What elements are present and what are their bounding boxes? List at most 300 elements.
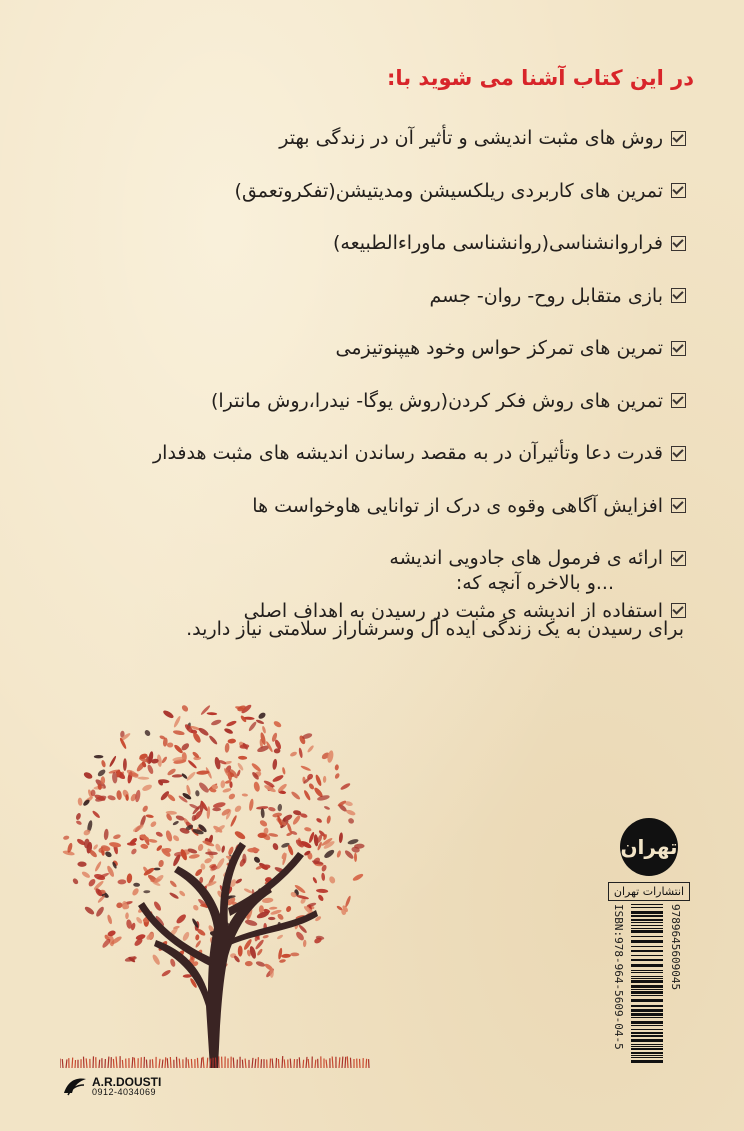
barcode-bar bbox=[631, 1017, 663, 1018]
barcode-bar bbox=[631, 1060, 663, 1063]
leaf bbox=[197, 726, 209, 737]
grass-blade bbox=[245, 1059, 246, 1068]
barcode-bar bbox=[631, 911, 663, 914]
leaf bbox=[141, 783, 153, 792]
barcode-bar bbox=[631, 1032, 663, 1034]
leaf bbox=[195, 934, 200, 940]
feature-list bbox=[46, 112, 686, 637]
leaf bbox=[290, 790, 301, 800]
grass-blade bbox=[188, 1059, 189, 1068]
grass-blade bbox=[165, 1057, 166, 1068]
leaf bbox=[281, 954, 291, 959]
leaf bbox=[303, 940, 307, 948]
barcode-bar bbox=[631, 1046, 663, 1047]
leaf bbox=[153, 868, 160, 871]
barcode-bar bbox=[631, 1029, 663, 1030]
grass-blade bbox=[62, 1059, 63, 1068]
leaf bbox=[262, 934, 269, 939]
grass-blade bbox=[132, 1057, 133, 1068]
barcode-bar bbox=[631, 922, 663, 923]
barcode-bar bbox=[631, 1021, 663, 1024]
grass-blade bbox=[242, 1060, 243, 1068]
grass-blade bbox=[210, 1059, 211, 1068]
leaf bbox=[106, 914, 112, 924]
grass-blade bbox=[308, 1059, 309, 1068]
leaf bbox=[315, 817, 322, 824]
leaf bbox=[308, 782, 315, 790]
list-item-text: تمرین های روش فکر کردن(روش یوگا- نیدرا،روش مانترا) bbox=[210, 389, 663, 412]
barcode-bar bbox=[631, 1039, 663, 1042]
leaf bbox=[195, 940, 202, 949]
barcode-bar bbox=[631, 1052, 663, 1054]
grass-blade bbox=[303, 1060, 304, 1068]
grass-blade bbox=[134, 1058, 135, 1068]
leaf bbox=[169, 958, 176, 967]
leaf bbox=[210, 719, 222, 727]
barcode-bar bbox=[631, 970, 663, 971]
leaf bbox=[285, 905, 292, 913]
leaf bbox=[109, 755, 117, 767]
barcode-bar bbox=[631, 972, 663, 973]
leaf bbox=[272, 842, 280, 851]
closing-line: برای رسیدن به یک زندگی ایده آل وسرشاراز سلامتی نیاز دارید. bbox=[186, 618, 684, 640]
leaf bbox=[268, 806, 276, 812]
leaf bbox=[87, 878, 96, 888]
leaf bbox=[133, 883, 140, 887]
tree-illustration bbox=[60, 696, 370, 1072]
barcode-bar bbox=[631, 936, 663, 937]
barcode-bar bbox=[631, 980, 663, 983]
leaf bbox=[172, 834, 180, 842]
leaf bbox=[94, 755, 104, 758]
leaf bbox=[220, 780, 225, 788]
list-item-text: استفاده از اندیشه ی مثبت در رسیدن به اهداف اصلی bbox=[243, 599, 663, 622]
leaf bbox=[277, 804, 282, 812]
leaf bbox=[175, 913, 187, 925]
list-item bbox=[46, 480, 686, 533]
barcode-bar bbox=[631, 999, 663, 1002]
leaf bbox=[328, 875, 336, 884]
leaf bbox=[143, 890, 150, 893]
list-item-text: ارائه ی فرمول های جادویی اندیشه bbox=[389, 547, 663, 570]
leaf bbox=[172, 774, 183, 778]
leaf bbox=[227, 738, 236, 744]
grass-blade bbox=[299, 1057, 300, 1068]
leaf bbox=[131, 887, 140, 897]
leaf bbox=[186, 771, 197, 782]
leaf bbox=[135, 916, 143, 925]
leaf bbox=[207, 712, 218, 715]
list-item bbox=[46, 112, 686, 165]
leaf bbox=[243, 888, 252, 894]
barcode-bar bbox=[631, 989, 663, 990]
leaf bbox=[181, 704, 190, 713]
list-item bbox=[46, 375, 686, 428]
barcode-bar bbox=[631, 915, 663, 917]
grass-blade bbox=[290, 1059, 291, 1068]
leaf bbox=[237, 762, 245, 771]
leaf bbox=[303, 789, 312, 801]
leaf bbox=[197, 843, 204, 851]
checkbox-icon bbox=[671, 446, 686, 461]
leaf bbox=[248, 798, 254, 811]
leaf bbox=[63, 835, 70, 840]
leaf bbox=[103, 829, 109, 841]
leaf bbox=[153, 900, 163, 912]
barcode-bar bbox=[631, 928, 663, 929]
leaf bbox=[321, 873, 325, 882]
barcode-bar bbox=[631, 950, 663, 952]
leaf bbox=[109, 841, 122, 848]
grass-blade bbox=[122, 1060, 123, 1068]
checkbox-icon bbox=[671, 498, 686, 513]
leaf bbox=[72, 877, 80, 885]
leaf bbox=[344, 895, 351, 907]
grass-blade bbox=[167, 1058, 168, 1068]
leaf bbox=[197, 781, 210, 794]
leaf bbox=[223, 727, 233, 735]
leaf bbox=[83, 771, 94, 780]
leaf bbox=[75, 812, 82, 820]
leaf bbox=[167, 742, 174, 747]
grass-blade bbox=[215, 1058, 216, 1068]
leaf bbox=[169, 880, 178, 889]
barcode-bar bbox=[631, 959, 663, 961]
leaf bbox=[307, 745, 315, 754]
grass-blade bbox=[278, 1059, 279, 1068]
leaf bbox=[251, 762, 262, 773]
leaf bbox=[276, 934, 283, 940]
barcode-bar bbox=[631, 1013, 663, 1016]
grass-blade bbox=[366, 1059, 367, 1068]
publisher-block bbox=[608, 818, 690, 901]
leaf bbox=[334, 772, 340, 779]
leaf bbox=[256, 948, 263, 956]
leaf bbox=[282, 767, 286, 775]
designer-logo-icon bbox=[62, 1075, 88, 1097]
leaf bbox=[234, 830, 247, 841]
barcode-bar bbox=[631, 1009, 663, 1012]
grass-blade bbox=[255, 1059, 256, 1068]
barcode-bar bbox=[631, 985, 663, 988]
leaf bbox=[175, 815, 185, 822]
grass-blade bbox=[197, 1058, 198, 1068]
isbn-digits: 9789645609045 bbox=[669, 904, 682, 991]
grass-blade bbox=[116, 1057, 117, 1068]
barcode-bar bbox=[631, 1044, 663, 1045]
leaf bbox=[145, 814, 154, 819]
barcode-bar bbox=[631, 1048, 663, 1050]
leaf bbox=[257, 711, 266, 720]
leaf bbox=[345, 809, 356, 817]
leaf bbox=[229, 815, 237, 828]
barcode-bar bbox=[631, 930, 663, 933]
leaf bbox=[189, 853, 201, 859]
leaf bbox=[272, 759, 278, 770]
leaf bbox=[181, 931, 190, 942]
leaf bbox=[354, 853, 357, 862]
intro-heading: در این کتاب آشنا می شوید با: bbox=[386, 66, 694, 90]
designer-phone: 0912-4034069 bbox=[92, 1086, 157, 1097]
leaf bbox=[107, 794, 116, 801]
leaf bbox=[314, 774, 322, 787]
leaf bbox=[324, 805, 331, 810]
barcode bbox=[631, 904, 663, 1064]
leaf bbox=[226, 720, 237, 728]
isbn-label: ISBN:978-964-5609-04-5 bbox=[612, 904, 625, 1050]
leaf bbox=[272, 812, 282, 818]
leaf bbox=[132, 823, 145, 833]
grass-blade bbox=[179, 1059, 180, 1068]
leaf bbox=[161, 969, 172, 978]
publisher-logo bbox=[620, 818, 678, 876]
barcode-bar bbox=[631, 1005, 663, 1007]
publisher-name: انتشارات تهران bbox=[608, 882, 690, 901]
leaf bbox=[214, 756, 222, 769]
leaf bbox=[323, 848, 336, 859]
leaf bbox=[340, 782, 351, 791]
leaf bbox=[347, 817, 355, 825]
leaf bbox=[279, 959, 286, 964]
leaf bbox=[95, 906, 106, 918]
checkbox-icon bbox=[671, 288, 686, 303]
grass-blade bbox=[342, 1057, 343, 1068]
list-item-text: فراروانشناسی(روانشناسی ماوراءالطبیعه) bbox=[332, 232, 663, 255]
barcode-bar bbox=[631, 978, 663, 979]
list-item bbox=[46, 217, 686, 270]
list-item-text: افزایش آگاهی وقوه ی درک از توانایی هاوخواست ها bbox=[252, 494, 663, 517]
grass-blade bbox=[66, 1059, 67, 1068]
leaf bbox=[116, 790, 122, 800]
grass-blade bbox=[347, 1056, 348, 1068]
checkbox-icon bbox=[671, 551, 686, 566]
leaf bbox=[228, 792, 237, 800]
grass-blade bbox=[332, 1056, 333, 1068]
leaf bbox=[352, 873, 364, 882]
leaf bbox=[212, 808, 221, 812]
leaf bbox=[116, 902, 124, 909]
leaf bbox=[172, 820, 179, 826]
leaf bbox=[123, 758, 127, 771]
leaf bbox=[292, 814, 302, 825]
list-item-text: قدرت دعا وتأثیرآن در به مقصد رساندن اندیشه های مثبت هدفدار bbox=[153, 442, 663, 465]
leaf bbox=[253, 856, 261, 864]
grass-blade bbox=[233, 1058, 234, 1068]
barcode-bar bbox=[631, 955, 663, 956]
list-item bbox=[46, 427, 686, 480]
leaf bbox=[81, 870, 91, 879]
list-item bbox=[46, 322, 686, 375]
leaf bbox=[238, 756, 247, 760]
barcode-bar bbox=[631, 919, 663, 921]
leaf bbox=[316, 888, 328, 893]
grass-blade bbox=[339, 1057, 340, 1068]
leaf bbox=[187, 759, 197, 769]
finally-line: ...و بالاخره آنچه که: bbox=[455, 572, 614, 594]
grass-blade bbox=[99, 1060, 100, 1068]
leaf bbox=[338, 832, 343, 843]
list-item-text: تمرین های کاربردی ریلکسیشن ومدیتیشن(تفکروتعمق) bbox=[234, 179, 663, 202]
leaf bbox=[94, 861, 102, 873]
checkbox-icon bbox=[671, 393, 686, 408]
leaf bbox=[158, 859, 165, 867]
grass-blade bbox=[152, 1059, 153, 1068]
leaf bbox=[289, 751, 297, 758]
list-item bbox=[46, 165, 686, 218]
leaf bbox=[144, 729, 152, 737]
grass-blade bbox=[86, 1058, 87, 1068]
grass-blade bbox=[191, 1059, 192, 1068]
list-item-text: روش های مثبت اندیشی و تأثیر آن در زندگی بهتر bbox=[279, 127, 663, 150]
leaf bbox=[214, 843, 222, 852]
leaf bbox=[162, 709, 175, 719]
grass-blade bbox=[203, 1057, 204, 1068]
leaf bbox=[146, 764, 154, 775]
grass-blade bbox=[306, 1057, 307, 1068]
leaf bbox=[290, 952, 299, 956]
leaf bbox=[242, 793, 248, 796]
grass-blade bbox=[207, 1058, 208, 1068]
barcode-bar bbox=[631, 1055, 663, 1056]
grass-blade bbox=[201, 1058, 202, 1068]
leaf bbox=[262, 897, 274, 903]
grass-blade bbox=[326, 1060, 327, 1068]
leaf bbox=[278, 948, 283, 960]
leaf bbox=[272, 774, 285, 783]
leaf bbox=[253, 781, 261, 792]
leaf bbox=[205, 851, 218, 855]
leaf bbox=[213, 801, 227, 809]
grass-blade bbox=[282, 1056, 283, 1068]
leaf bbox=[244, 919, 258, 927]
leaf bbox=[304, 827, 312, 833]
barcode-bar bbox=[631, 925, 663, 926]
leaf bbox=[255, 960, 266, 967]
leaf bbox=[334, 764, 339, 770]
leaf bbox=[173, 730, 185, 736]
leaf bbox=[336, 850, 342, 858]
leaf bbox=[248, 721, 258, 732]
checkbox-icon bbox=[671, 341, 686, 356]
leaf bbox=[269, 906, 278, 910]
leaf bbox=[149, 820, 157, 828]
leaf bbox=[234, 804, 243, 813]
leaf bbox=[312, 876, 318, 883]
leaf bbox=[235, 878, 243, 885]
leaf bbox=[125, 912, 129, 919]
barcode-bar bbox=[631, 940, 663, 943]
designer-name: A.R.DOUSTI bbox=[92, 1074, 162, 1089]
leaf bbox=[104, 850, 113, 858]
barcode-bar bbox=[631, 991, 663, 994]
grass-blade bbox=[72, 1058, 73, 1068]
leaf bbox=[255, 719, 264, 725]
leaf bbox=[130, 848, 138, 856]
leaf bbox=[195, 790, 200, 797]
leaf bbox=[259, 819, 269, 828]
leaf bbox=[317, 894, 325, 902]
barcode-bar bbox=[631, 946, 663, 947]
grass-blade bbox=[146, 1060, 147, 1068]
leaf bbox=[134, 790, 141, 803]
barcode-bar bbox=[631, 1057, 663, 1058]
grass-blade bbox=[108, 1057, 109, 1068]
leaf bbox=[295, 930, 306, 941]
leaf bbox=[276, 913, 284, 921]
leaf bbox=[169, 892, 180, 900]
list-item-text: تمرین های تمرکز حواس وخود هیپنوتیزمی bbox=[335, 337, 663, 360]
grass-blade bbox=[276, 1058, 277, 1068]
leaf bbox=[165, 830, 173, 842]
leaf bbox=[221, 845, 226, 853]
list-item bbox=[46, 270, 686, 323]
leaf bbox=[77, 861, 86, 867]
barcode-bar bbox=[631, 976, 663, 977]
leaf bbox=[300, 765, 311, 772]
publisher-logo-text: تهران bbox=[620, 835, 678, 859]
leaf bbox=[326, 815, 331, 824]
checkbox-icon bbox=[671, 236, 686, 251]
leaf bbox=[208, 735, 218, 746]
grass-blade bbox=[315, 1060, 316, 1068]
leaf bbox=[151, 953, 161, 965]
list-item-text: بازی متقابل روح- روان- جسم bbox=[429, 284, 663, 307]
barcode-bar bbox=[631, 1035, 663, 1037]
grass-blade bbox=[159, 1059, 160, 1068]
barcode-bar bbox=[631, 995, 663, 996]
leaf bbox=[97, 768, 107, 777]
grass-blade bbox=[252, 1058, 253, 1068]
grass-blade bbox=[345, 1057, 346, 1068]
barcode-bar bbox=[631, 964, 663, 967]
leaf bbox=[323, 776, 327, 783]
leaf bbox=[101, 760, 107, 768]
checkbox-icon bbox=[671, 183, 686, 198]
grass-blade bbox=[272, 1059, 273, 1068]
barcode-bar bbox=[631, 904, 663, 905]
leaf bbox=[155, 831, 163, 838]
leaf bbox=[92, 844, 98, 851]
leaf bbox=[77, 797, 82, 806]
leaf bbox=[268, 917, 275, 920]
leaf bbox=[260, 808, 264, 818]
grass-blade bbox=[113, 1059, 114, 1068]
checkbox-icon bbox=[671, 131, 686, 146]
leaf bbox=[141, 805, 149, 813]
leaf bbox=[91, 810, 100, 819]
leaf bbox=[113, 834, 122, 840]
leaf bbox=[326, 750, 334, 763]
leaf bbox=[298, 747, 303, 758]
leaf bbox=[126, 873, 132, 883]
designer-credit bbox=[62, 1075, 161, 1097]
leaf bbox=[75, 820, 82, 826]
leaf bbox=[161, 756, 168, 764]
checkbox-icon bbox=[671, 603, 686, 618]
grass-blade bbox=[284, 1059, 285, 1068]
leaf bbox=[117, 879, 126, 884]
leaf bbox=[84, 905, 96, 916]
isbn-block bbox=[612, 904, 698, 1064]
leaf bbox=[222, 787, 232, 793]
leaf bbox=[224, 743, 229, 753]
barcode-bar bbox=[631, 1025, 663, 1026]
grass-blade bbox=[170, 1057, 171, 1068]
grass-blade bbox=[162, 1060, 163, 1068]
leaf bbox=[238, 946, 243, 957]
leaf bbox=[137, 776, 149, 779]
leaf bbox=[173, 715, 182, 728]
